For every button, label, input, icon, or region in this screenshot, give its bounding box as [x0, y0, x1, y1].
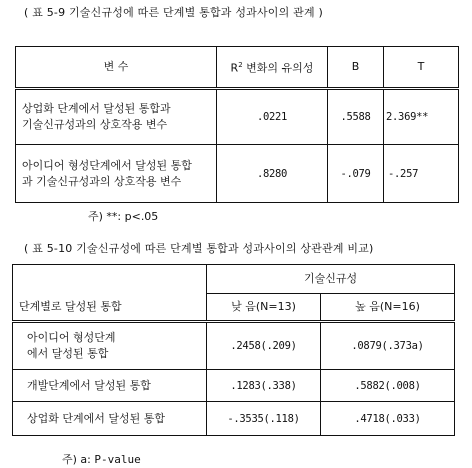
novelty-header: 기술신규성 — [207, 265, 455, 294]
table-row — [16, 89, 459, 145]
row-header-blank — [13, 265, 207, 294]
b-value: .5588 — [328, 89, 384, 145]
table1 — [15, 46, 459, 203]
table2-header-row — [13, 294, 455, 322]
stage-cell: 개발단계에서 달성된 통합 — [13, 370, 207, 402]
low-value: .2458(.209) — [207, 322, 321, 370]
note-text: P-value — [94, 453, 141, 466]
stage-cell: 상업화 단계에서 달성된 통합 — [13, 402, 207, 436]
table2-group-row — [13, 265, 455, 294]
low-value: .1283(.338) — [207, 370, 321, 402]
table2-note — [62, 451, 141, 467]
r2-header: $R^2$ 변화의 유의성 — [217, 47, 328, 89]
table-row — [13, 322, 455, 370]
variable-header: 변 수 — [16, 47, 217, 89]
t-header: T — [384, 47, 459, 89]
table-row — [13, 402, 455, 436]
table1-note: 주) **: p<.05 — [88, 210, 159, 223]
table1-caption: ( 표 5-9 기술신규성에 따른 단계별 통합과 성과사이의 관계 ) — [24, 6, 323, 19]
r2-value: .8280 — [217, 145, 328, 203]
variable-cell: 상업화 단계에서 달성된 통합과 기술신규성과의 상호작용 변수 — [16, 89, 217, 145]
high-header: 높 음(N=16) — [321, 294, 455, 322]
low-value: -.3535(.118) — [207, 402, 321, 436]
t-value: -.257 — [384, 145, 459, 203]
table1-header-row — [16, 47, 459, 89]
b-header: B — [328, 47, 384, 89]
table2 — [12, 264, 455, 436]
table-row — [13, 370, 455, 402]
variable-cell: 아이디어 형성단계에서 달성된 통합 과 기술신규성과의 상호작용 변수 — [16, 145, 217, 203]
high-value: .4718(.033) — [321, 402, 455, 436]
stage-cell: 아이디어 형성단계 에서 달성된 통합 — [13, 322, 207, 370]
row-header: 단계별로 달성된 통합 — [13, 294, 207, 322]
table2-caption: ( 표 5-10 기술신규성에 따른 단계별 통합과 성과사이의 상관관계 비교) — [24, 242, 374, 255]
low-header: 낮 음(N=13) — [207, 294, 321, 322]
r2-value: .0221 — [217, 89, 328, 145]
t-value: 2.369** — [384, 89, 459, 145]
high-value: .0879(.373a) — [321, 322, 455, 370]
high-value: .5882(.008) — [321, 370, 455, 402]
table-row — [16, 145, 459, 203]
b-value: -.079 — [328, 145, 384, 203]
note-prefix: 주) a: — [62, 453, 91, 466]
